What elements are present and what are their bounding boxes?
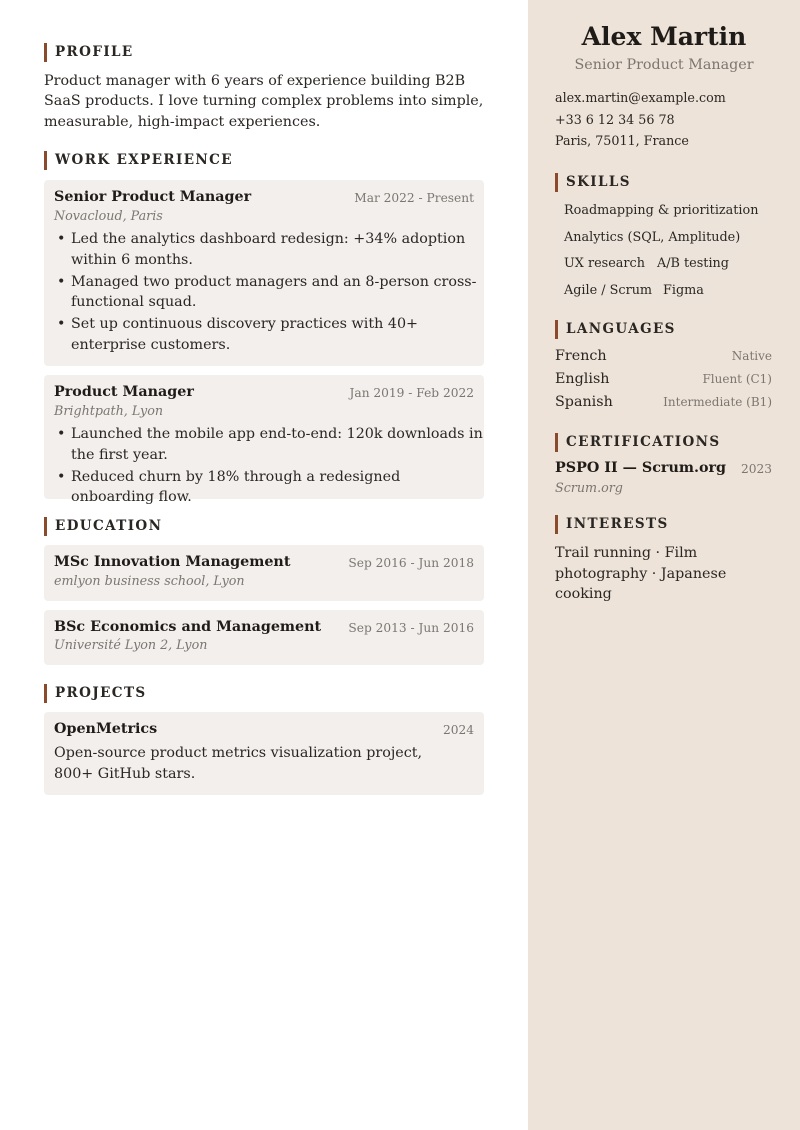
- job-bullets: [71, 424, 483, 509]
- project-description: Open-source product metrics visualization project, 800+ GitHub stars.: [54, 745, 423, 782]
- education-entry: [44, 610, 484, 665]
- job-bullet: • Led the analytics dashboard redesign: +34% adoption within 6 months.: [71, 229, 483, 271]
- section-title-languages: LANGUAGES: [555, 320, 676, 339]
- project-name: OpenMetrics: [54, 721, 158, 737]
- job-dates: Mar 2022 - Present: [354, 191, 474, 205]
- degree-dates: Sep 2016 - Jun 2018: [348, 556, 474, 570]
- skill-chip: Agile / Scrum: [555, 279, 661, 303]
- job-bullets: [71, 229, 483, 357]
- project-year: 2024: [442, 723, 474, 737]
- job-bullet: • Reduced churn by 18% through a redesigned onboarding flow.: [71, 467, 483, 509]
- skill-chip: UX research: [555, 252, 654, 276]
- project-entry: [44, 712, 484, 795]
- skill-chip: A/B testing: [648, 252, 738, 276]
- work-entry: [44, 375, 484, 506]
- job-title: Product Manager: [54, 384, 194, 400]
- certification-year: 2023: [740, 462, 772, 476]
- job-bullet: • Set up continuous discovery practices with 40+ enterprise customers.: [71, 314, 483, 356]
- profile-summary: Product manager with 6 years of experience building B2B SaaS products. I love turning complex problems into simple, measurable, high-impact experiences.: [44, 73, 484, 130]
- section-title-certifications: CERTIFICATIONS: [555, 433, 721, 452]
- language-level: Fluent (C1): [702, 372, 772, 386]
- job-title: Senior Product Manager: [54, 189, 252, 205]
- job-bullet: • Launched the mobile app end-to-end: 120k downloads in the first year.: [71, 424, 483, 466]
- interests-text: Trail running · Film photography · Japanese cooking: [555, 545, 727, 602]
- candidate-role: Senior Product Manager: [574, 57, 754, 73]
- section-title-work: WORK EXPERIENCE: [44, 151, 233, 170]
- degree-title: BSc Economics and Management: [54, 619, 322, 635]
- skill-chip: Figma: [654, 279, 713, 303]
- contact-location: Paris, 75011, France: [555, 133, 689, 148]
- degree-dates: Sep 2013 - Jun 2016: [348, 621, 474, 635]
- job-company: Novacloud, Paris: [54, 208, 163, 223]
- section-title-education: EDUCATION: [44, 517, 162, 536]
- language-name: Spanish: [555, 394, 613, 410]
- contact-email[interactable]: alex.martin@example.com: [555, 90, 726, 105]
- job-bullet: • Managed two product managers and an 8-person cross-functional squad.: [71, 272, 483, 314]
- degree-school: emlyon business school, Lyon: [54, 573, 245, 588]
- language-level: Intermediate (B1): [663, 395, 772, 409]
- contact-phone[interactable]: +33 6 12 34 56 78: [555, 112, 675, 127]
- skill-chip: Analytics (SQL, Amplitude): [555, 226, 749, 250]
- education-entry: [44, 545, 484, 601]
- language-name: English: [555, 371, 610, 387]
- skill-chip: Roadmapping & prioritization: [555, 199, 767, 223]
- job-company: Brightpath, Lyon: [54, 403, 164, 418]
- degree-title: MSc Innovation Management: [54, 554, 291, 570]
- job-dates: Jan 2019 - Feb 2022: [349, 386, 474, 400]
- certification-issuer: Scrum.org: [555, 480, 623, 495]
- work-entry: [44, 180, 484, 366]
- section-title-profile: PROFILE: [44, 43, 134, 62]
- candidate-name: Alex Martin: [581, 22, 747, 51]
- section-title-projects: PROJECTS: [44, 684, 147, 703]
- degree-school: Université Lyon 2, Lyon: [54, 637, 208, 652]
- language-name: French: [555, 348, 607, 364]
- language-level: Native: [731, 349, 772, 363]
- section-title-skills: SKILLS: [555, 173, 631, 192]
- certification-name: PSPO II — Scrum.org: [555, 460, 727, 476]
- section-title-interests: INTERESTS: [555, 515, 669, 534]
